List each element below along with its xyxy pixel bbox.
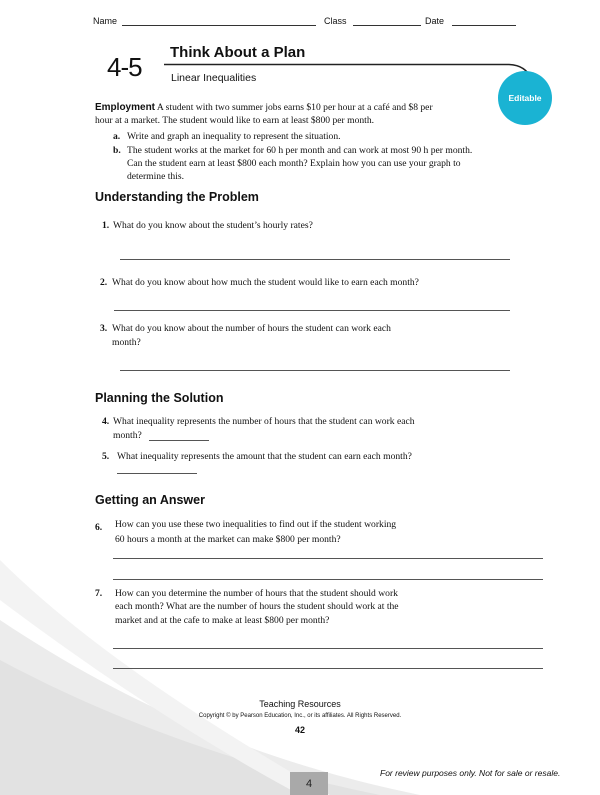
q6-text-2: 60 hours a month at the market can make $800 per month? <box>115 534 341 545</box>
q1-number: 1. <box>102 220 110 231</box>
q6-answer-line-1[interactable] <box>113 558 543 559</box>
date-field[interactable] <box>452 25 516 26</box>
intro-text-1: A student with two summer jobs earns $10 per hour at a café and $8 per <box>155 102 433 113</box>
date-label: Date <box>425 16 445 26</box>
part-b <box>113 144 121 157</box>
name-field[interactable] <box>122 25 316 26</box>
q2-number: 2. <box>100 277 108 288</box>
part-b-line-3: determine this. <box>127 171 185 182</box>
lesson-number: 4-5 <box>107 52 142 82</box>
q4-number: 4. <box>102 416 110 427</box>
q3-text-1: What do you know about the number of hours the student can work each <box>112 323 391 334</box>
intro-line-2: hour at a market. The student would like to earn at least $800 per month. <box>95 115 375 126</box>
q4-text-2: month? <box>113 430 142 441</box>
q7-number: 7. <box>95 588 103 599</box>
q5-text: What inequality represents the amount that the student can earn each month? <box>117 451 412 462</box>
q7-text-3: market and at the cafe to make at least $800 per month? <box>115 615 330 626</box>
page-tab <box>290 772 328 795</box>
editable-badge[interactable] <box>498 71 552 125</box>
q1-text: What do you know about the student’s hourly rates? <box>113 220 313 231</box>
q7-answer-line-1[interactable] <box>113 648 543 649</box>
lesson-subtitle: Linear Inequalities <box>171 72 257 84</box>
q2-text: What do you know about how much the student would like to earn each month? <box>112 277 419 288</box>
q6-text-1: How can you use these two inequalities to find out if the student working <box>115 519 397 530</box>
q7-answer-line-2[interactable] <box>113 668 543 669</box>
intro-line-1 <box>95 101 515 114</box>
part-a-text: Write and graph an inequality to represent the situation. <box>127 131 341 142</box>
part-b-line-2: Can the student earn at least $800 each month? Explain how you can use your graph to <box>127 158 461 169</box>
part-a <box>113 130 120 143</box>
part-b-letter: b. <box>113 145 121 156</box>
q3-number: 3. <box>100 323 108 334</box>
q3-text-2: month? <box>112 337 141 348</box>
q6-number: 6. <box>95 522 103 533</box>
lesson-title: Think About a Plan <box>170 44 306 61</box>
q2-answer-line[interactable] <box>114 310 510 311</box>
editable-badge-label: Editable <box>508 93 542 103</box>
section-answer: Getting an Answer <box>95 493 205 507</box>
q5-number: 5. <box>102 451 110 462</box>
part-a-letter: a. <box>113 131 121 142</box>
q3-answer-line[interactable] <box>120 370 510 371</box>
q7-text-2: each month? What are the number of hours the student should work at the <box>115 601 399 612</box>
class-field[interactable] <box>353 25 421 26</box>
q4-answer-line[interactable] <box>149 440 209 441</box>
q6-answer-line-2[interactable] <box>113 579 543 580</box>
part-b-line-1: The student works at the market for 60 h per month and can work at most 90 h per month. <box>127 145 473 156</box>
review-note: For review purposes only. Not for sale or resale. <box>380 768 561 778</box>
section-understanding: Understanding the Problem <box>95 190 259 204</box>
intro-lead: Employment <box>95 102 156 113</box>
footer-copyright: Copyright © by Pearson Education, Inc., or its affiliates. All Rights Reserved. <box>198 713 402 719</box>
q5-answer-line[interactable] <box>117 473 197 474</box>
q1-answer-line[interactable] <box>120 259 510 260</box>
section-planning: Planning the Solution <box>95 391 224 405</box>
footer-page-number: 42 <box>294 725 305 735</box>
name-label: Name <box>93 16 118 26</box>
footer-resources: Teaching Resources <box>259 699 341 709</box>
class-label: Class <box>324 16 347 26</box>
q4-text-1: What inequality represents the number of hours that the student can work each <box>113 416 415 427</box>
page-tab-number: 4 <box>305 777 313 790</box>
q7-text-1: How can you determine the number of hours that the student should work <box>115 588 398 599</box>
